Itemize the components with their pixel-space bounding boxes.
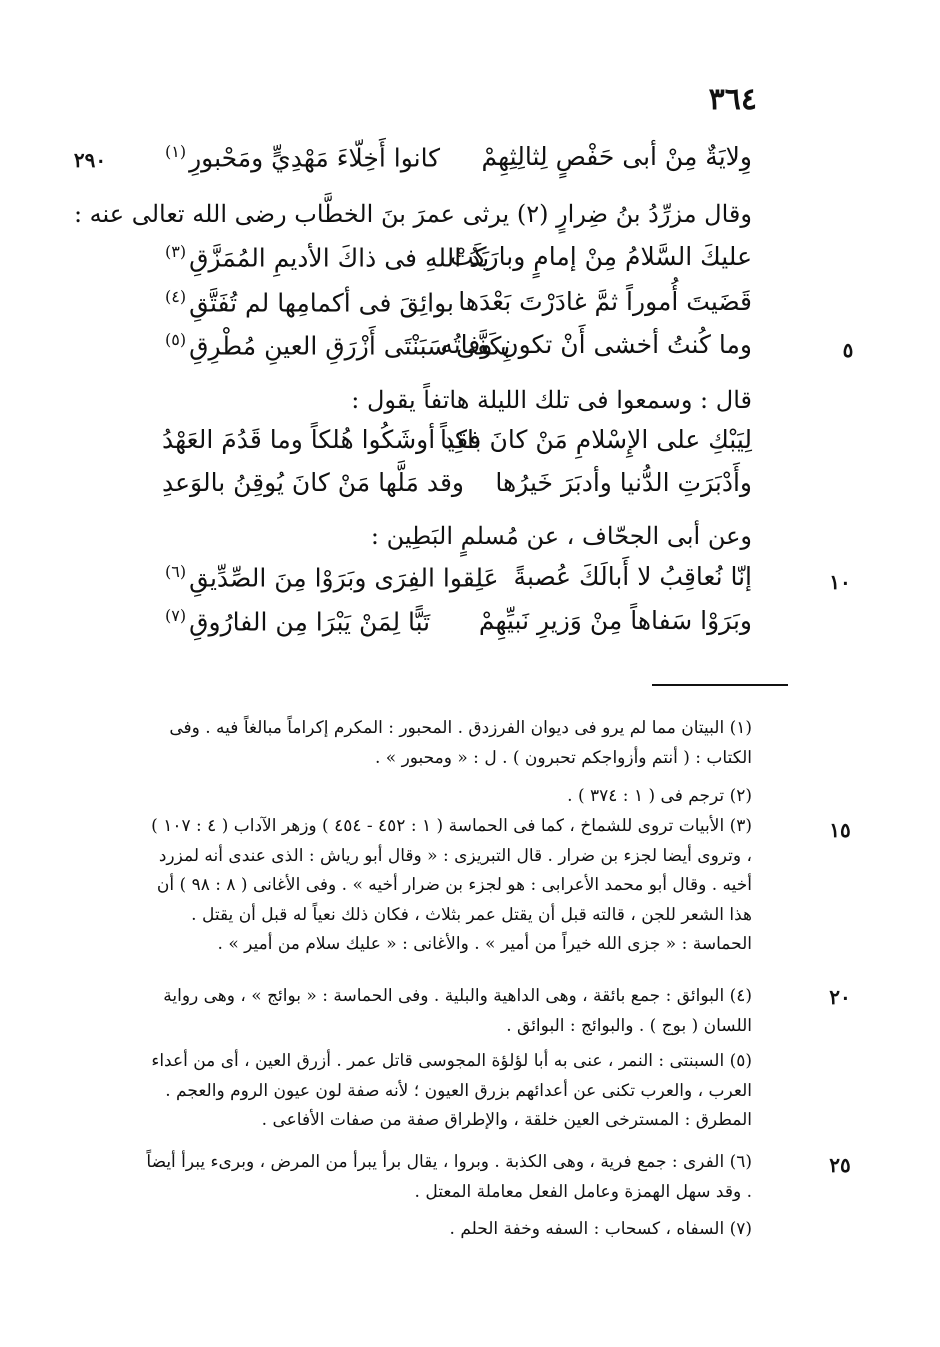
verse-text: يَدُ اللهِ فى ذاكَ الأديمِ المُمَزَّقِ <box>189 243 490 273</box>
footnote: (٢) ترجم فى ( ١ : ٣٧٤ ) . <box>567 786 752 806</box>
verse-second-hemistich <box>162 562 499 592</box>
verse-first-hemistich: قَضَيتَ أُموراً ثمَّ غادَرْتَ بَعْدَها <box>458 287 752 316</box>
line-number: ٢٥ <box>829 1153 851 1177</box>
footnote-ref: (٦) <box>165 562 187 581</box>
verse-second-hemistich: وقد مَلَّها مَنْ كانَ يُوقِنُ بالوَعدِ <box>162 468 464 497</box>
verse-first-hemistich: إنّا نُعاقِبُ لا أَبالَكَ عُصبةً <box>513 562 752 591</box>
line-number: ٥ <box>842 338 854 362</box>
verse-line <box>162 468 752 508</box>
verse-first-hemistich: وأَدْبَرَتِ الدُّنيا وأدبَرَ خَيرُها <box>495 468 752 497</box>
footnote-ref: (٥) <box>165 330 187 349</box>
footnote-ref: (١) <box>165 142 187 161</box>
verse-second-hemistich <box>162 606 430 636</box>
intro-paragraph: وقال مزرِّدُ بنُ ضِرارٍ (٢) يرثى عمرَ بنَ الخطَّاب رضى الله تعالى عنه : <box>73 200 752 228</box>
verse-first-hemistich: عليكَ السَّلامُ مِنْ إمامٍ وبارَكَتْ <box>450 242 752 271</box>
footnote-ref: (٣) <box>165 242 187 261</box>
verse-first-hemistich: وما كُنتُ أخشى أَنْ تكون وفاتُه <box>440 330 752 359</box>
verse-text: بوائِقَ فى أكمامِها لم تُفَتَّقِ <box>189 288 454 318</box>
intro-paragraph: قال : وسمعوا فى تلك الليلة هاتفاً يقول : <box>351 386 752 414</box>
page-number: ٣٦٤ <box>708 82 757 117</box>
verse-line <box>162 287 752 327</box>
verse-text: عَلِقوا الفِرَى وبَرَوْا مِنَ الصِّدِّيقِ <box>189 563 499 593</box>
verse-line <box>162 562 752 602</box>
verse-line <box>162 330 752 370</box>
line-number: ٢٠ <box>829 985 851 1009</box>
footnote-ref: (٤) <box>165 287 187 306</box>
verse-text: كانوا أَخِلّاءَ مَهْدِيٍّ ومَحْبورِ <box>189 143 441 173</box>
verse-text: بِكَفَّى سَبَنْتَى أَزْرَقِ العينِ مُطْرِقِ <box>189 331 511 361</box>
verse-first-hemistich: وبَرَوْا سَفاهاً مِنْ وَزيرِ نَبيِّهِمْ <box>478 606 752 635</box>
verse-second-hemistich <box>162 287 454 317</box>
verse-first-hemistich: وِلايَةٌ مِنْ أبى حَفْصٍ لِثالِثِهِمْ <box>481 142 752 171</box>
footnote: (٣) الأبيات تروى للشماخ ، كما فى الحماسة ( ١ : ٤٥٢ - ٤٥٤ ) وزهر الآداب ( ٤ : ١٠٧ ) ، وتروى أيضا لجزء بن ضرار . قال التبريزى : « وقال أبو رياش : الذى عندى أنه لمزرد أخيه . وقال أبو محمد الأعرابى : هو لجزء بن ضرار أخيه » . وفى الأغانى ( ٨ : ٩٨ ) أن هذا الشعر للجن ، قالته قبل أن يقتل عمر بثلاث ، فكان ذلك نعياً له قبل أن يقتل . الحماسة : « جزى الله خيراً من أمير » . والأغانى : « عليك سلام من أمير » . <box>151 816 752 954</box>
verse-second-hemistich <box>162 242 489 272</box>
line-number: ١٥ <box>829 818 851 842</box>
footnote: (١) البيتان مما لم يرو فى ديوان الفرزدق . المحبور : المكرم إكراماً مبالغاً فيه . وفى الكتاب : ( أنتم وأزواجكم تحبرون ) . ل : « ومحبور » . <box>169 718 752 768</box>
footnote: (٥) السبنتى : النمر ، عنى به أبا لؤلؤة المجوسى قاتل عمر . أزرق العين ، أى من أعداء العرب ، والعرب تكنى عن أعدائهم بزرق العيون ؛ لأنه صفة لون عيون الروم والعجم . المطرق : المسترخى العين خلقة ، والإطراق صفة من صفات الأفاعى . <box>151 1051 752 1130</box>
footnote-ref: (٧) <box>165 606 187 625</box>
intro-paragraph: وعن أبى الجحّاف ، عن مُسلمٍ البَطِين : <box>370 522 752 550</box>
verse-second-hemistich: فقد أوشَكُوا هُلكاً وما قَدُمَ العَهْدُ <box>162 425 481 454</box>
verse-second-hemistich <box>162 142 440 172</box>
verse-line <box>162 425 752 465</box>
footnote: (٤) البوائق : جمع بائقة ، وهى الداهية والبلية . وفى الحماسة : « بوائج » ، وهى رواية اللسان ( بوج ) . والبوائج : البوائق . <box>163 986 752 1036</box>
verse-line <box>162 142 752 182</box>
verse-text: تَبًّا لِمَنْ يَبْرَا مِن الفارُوقِ <box>189 607 431 637</box>
verse-line <box>162 242 752 282</box>
line-number: ٢٩٠ <box>73 148 107 172</box>
footnote: (٦) الفرى : جمع فرية ، وهى الكذبة . وبروا ، يقال برأ يبرأ من المرض ، وبرىء يبرأ أيضاً . وقد سهل الهمزة وعامل الفعل معاملة المعتل . <box>146 1152 752 1202</box>
line-number: ١٠ <box>829 570 851 594</box>
verse-first-hemistich: لِيَبْكِ على الإِسْلامِ مَنْ كانَ باكِياً <box>439 425 752 454</box>
verse-second-hemistich <box>162 330 510 360</box>
verse-line <box>162 606 752 646</box>
footnote-separator <box>652 684 788 686</box>
footnote: (٧) السفاه ، كسحاب : السفه وخفة الحلم . <box>449 1219 752 1239</box>
